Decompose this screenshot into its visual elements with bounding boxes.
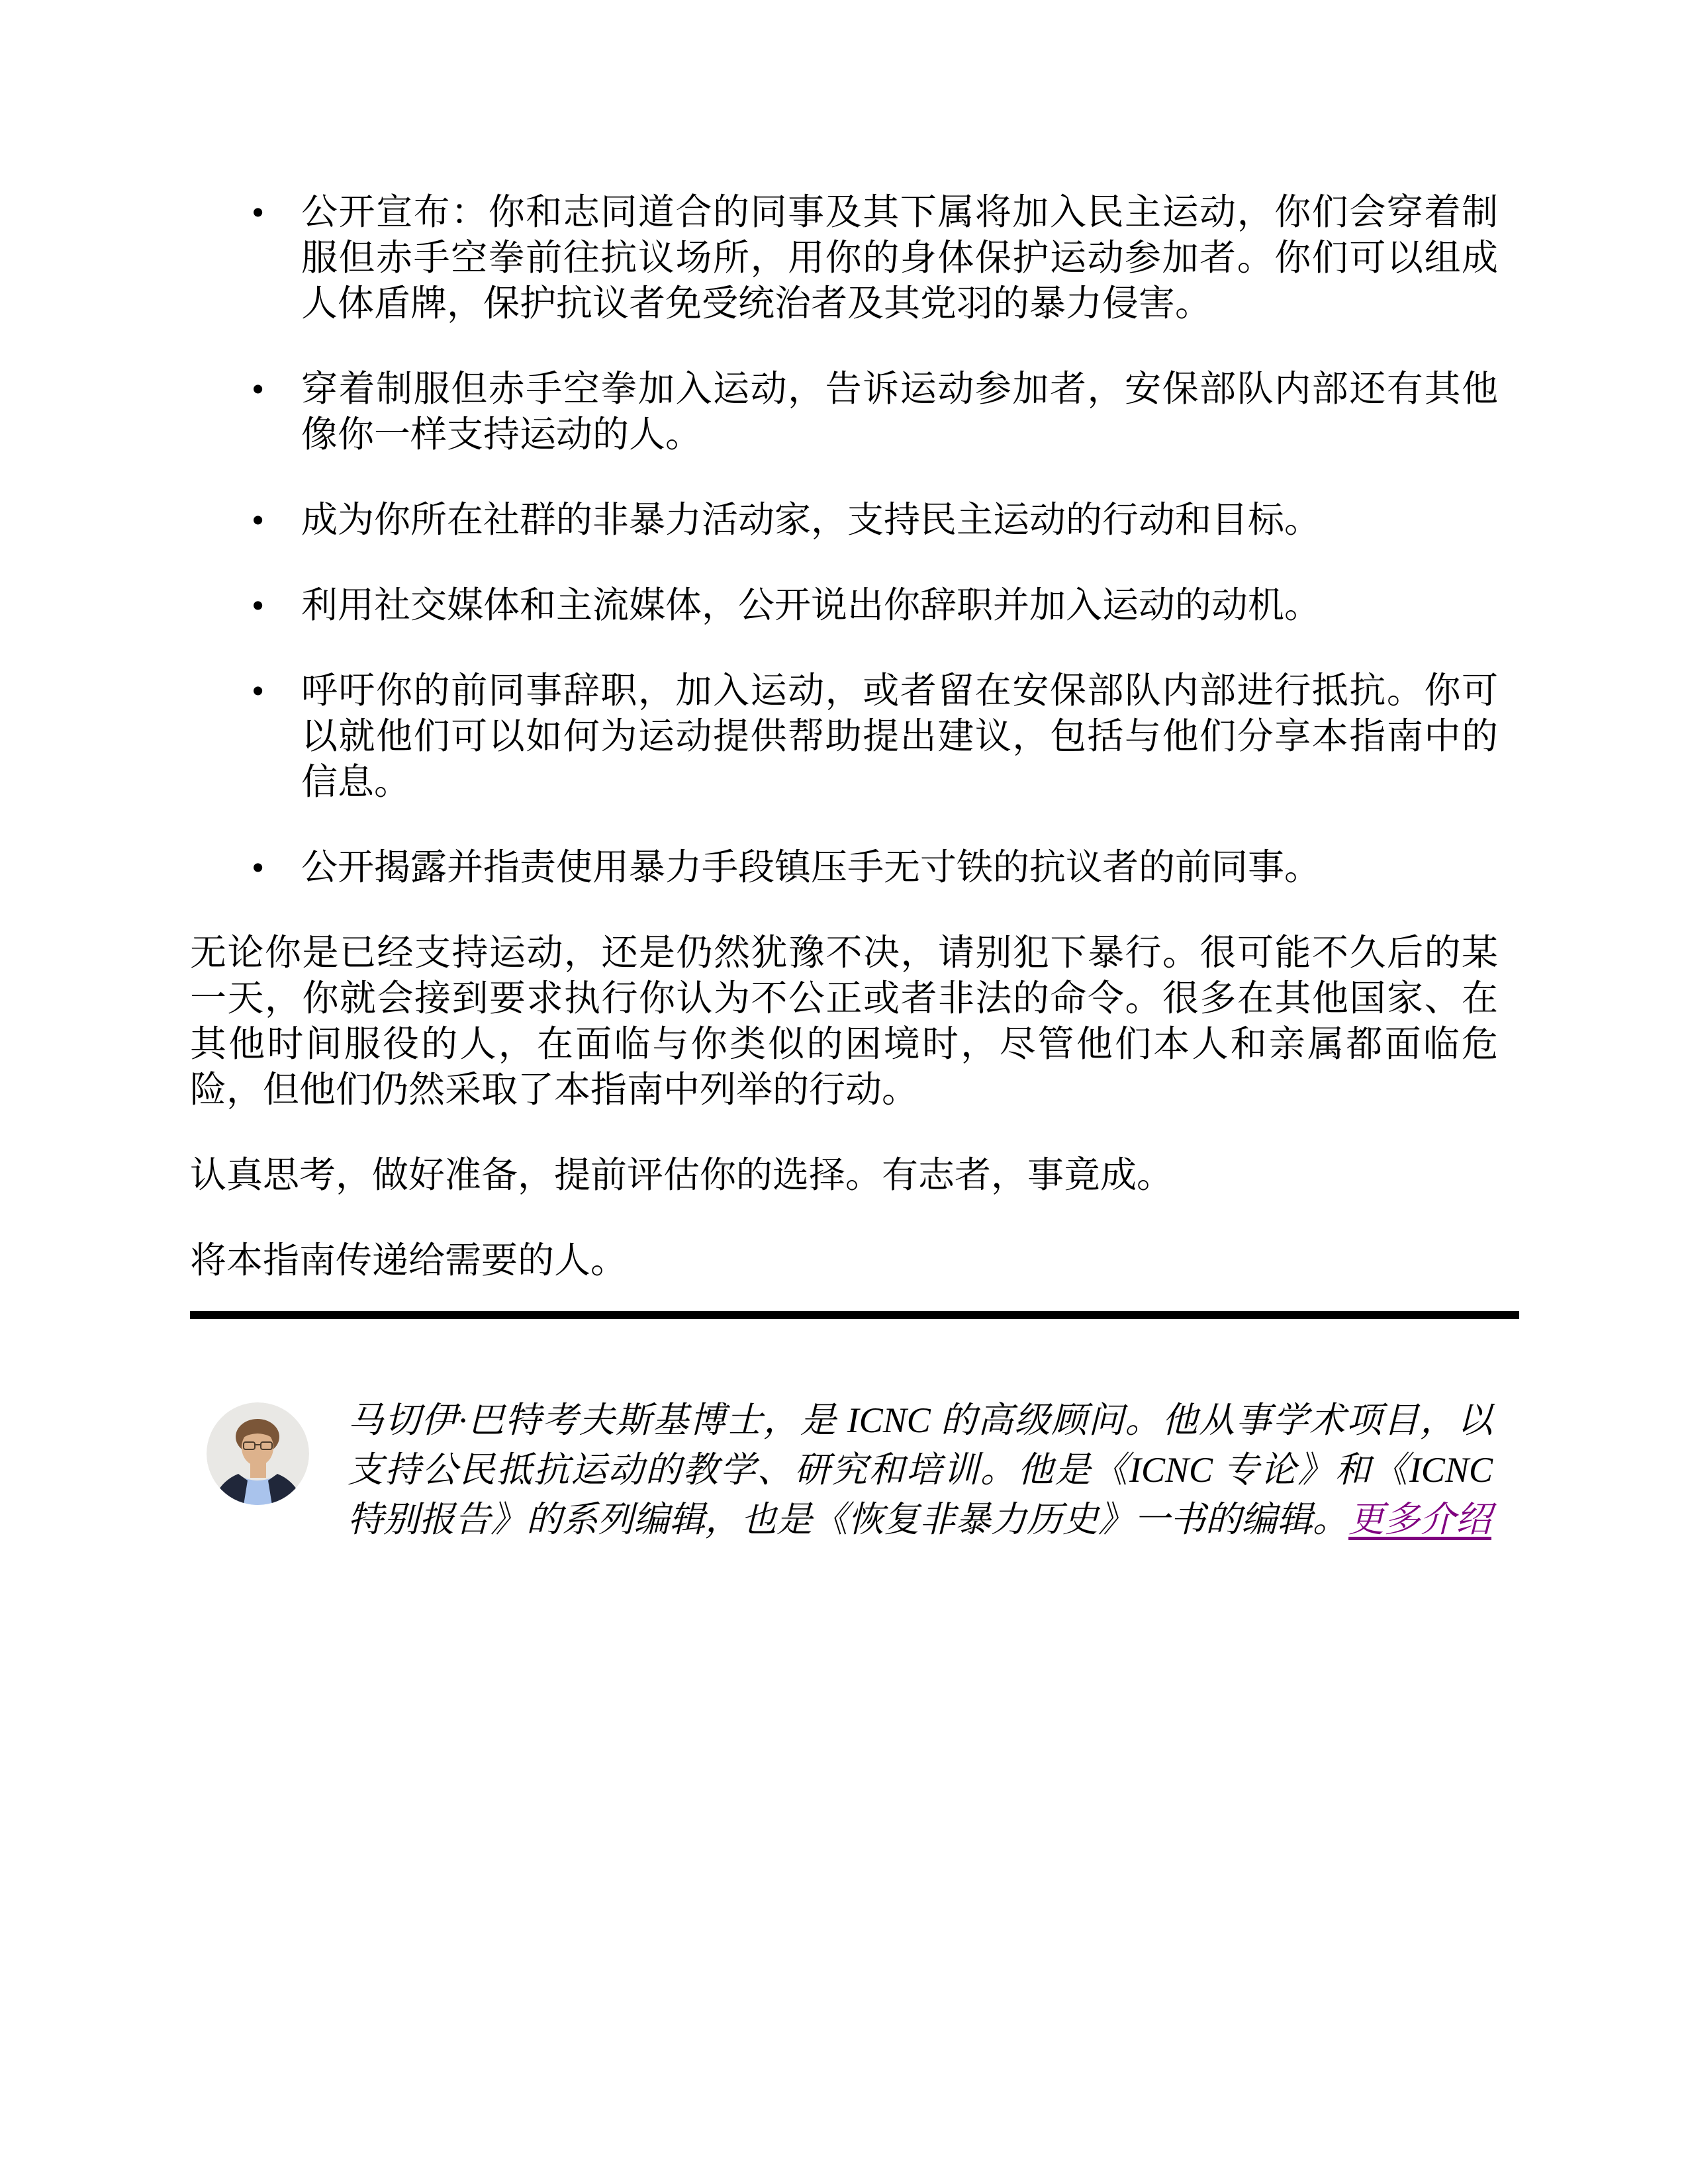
list-item-text: 穿着制服但赤手空拳加入运动，告诉运动参加者，安保部队内部还有其他像你一样支持运动的人。 [301,369,1498,455]
bullet-icon: • [252,500,265,540]
list-item-text: 利用社交媒体和主流媒体，公开说出你辞职并加入运动的动机。 [301,585,1321,625]
bullet-icon: • [252,369,265,409]
bullet-icon: • [252,192,265,232]
list-item [252,189,1498,326]
bullet-icon: • [252,847,265,887]
paragraph-closing-advice: 无论你是已经支持运动，还是仍然犹豫不决，请别犯下暴行。很可能不久后的某一天，你就会接到要求执行你认为不公正或者非法的命令。很多在其他国家、在其他时间服役的人，在面临与你类似的困境时，尽管他们本人和亲属都面临危险，但他们仍然采取了本指南中列举的行动。 [190,933,1498,1110]
bullet-icon: • [252,585,265,625]
author-bio [190,1396,1498,1545]
author-bio-text [348,1396,1493,1545]
list-item [252,844,1498,890]
list-item [252,668,1498,805]
paragraph-pass-it-on: 将本指南传递给需要的人。 [190,1240,628,1281]
bullet-list [190,189,1498,890]
list-item-text: 公开宣布：你和志同道合的同事及其下属将加入民主运动，你们会穿着制服但赤手空拳前往抗议场所，用你的身体保护运动参加者。你们可以组成人体盾牌，保护抗议者免受统治者及其党羽的暴力侵害。 [301,192,1498,324]
author-portrait-photo-icon [207,1402,309,1505]
list-item-text: 公开揭露并指责使用暴力手段镇压手无寸铁的抗议者的前同事。 [301,847,1321,887]
author-bio-more-link[interactable]: 更多介绍 [1348,1500,1491,1539]
page-content [190,189,1498,1545]
list-item-text: 成为你所在社群的非暴力活动家，支持民主运动的行动和目标。 [301,500,1321,540]
list-item-text: 呼吁你的前同事辞职，加入运动，或者留在安保部队内部进行抵抗。你可以就他们可以如何为运动提供帮助提出建议，包括与他们分享本指南中的信息。 [301,670,1498,802]
author-avatar [207,1402,309,1505]
list-item [252,582,1498,628]
list-item [252,497,1498,543]
paragraph-think-ahead: 认真思考，做好准备，提前评估你的选择。有志者，事竟成。 [190,1155,1174,1195]
section-divider [190,1311,1519,1319]
author-bio-description: 马切伊·巴特考夫斯基博士，是 ICNC 的高级顾问。他从事学术项目，以支持公民抵抗运动的教学、研究和培训。他是《ICNC 专论》和《ICNC 特别报告》的系列编辑，也是《恢复非暴力历史》一书的编辑。 [348,1400,1493,1539]
list-item [252,366,1498,457]
bullet-icon: • [252,670,265,711]
